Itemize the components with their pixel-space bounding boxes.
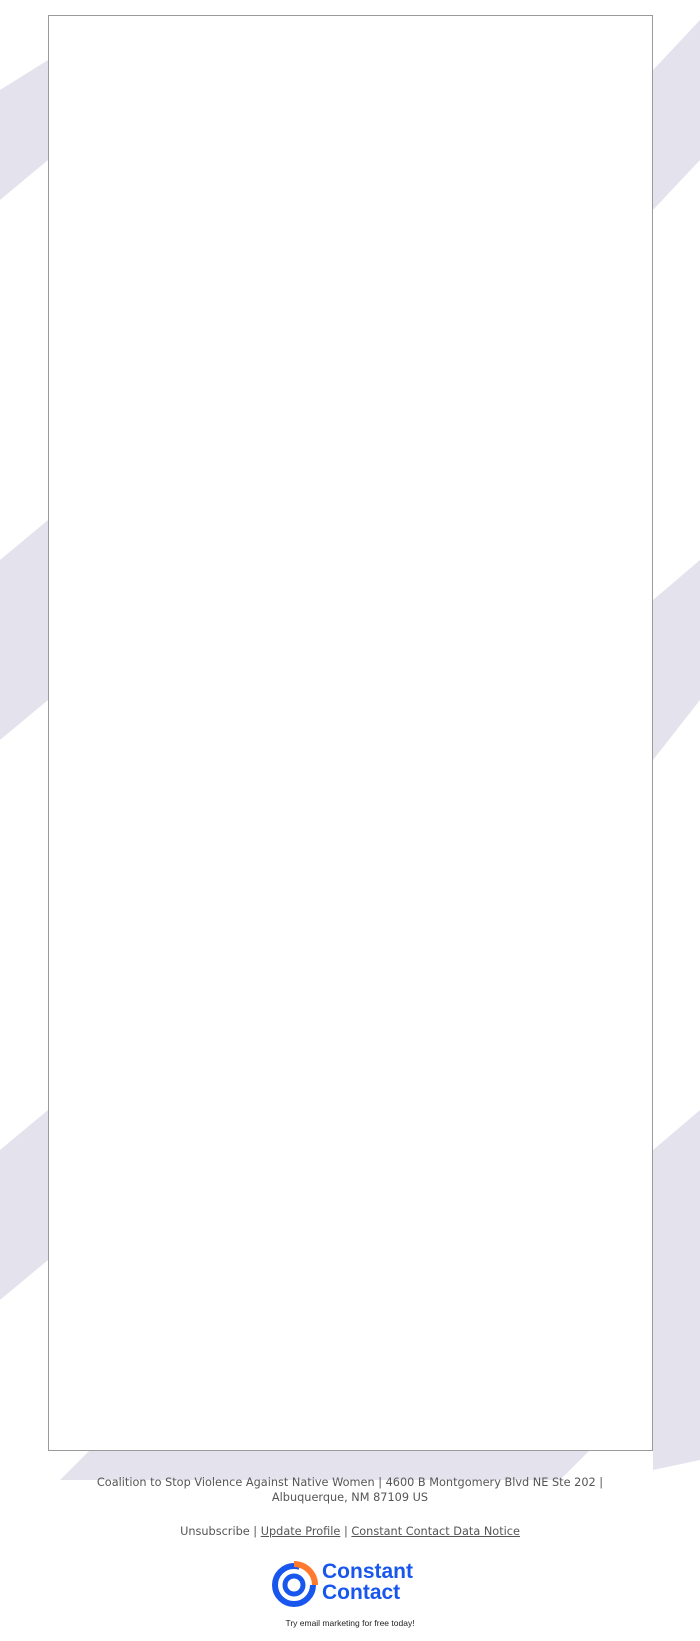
constant-contact-wordmark[interactable]: Constant Contact [322, 1560, 413, 1604]
cc-tagline[interactable]: Try email marketing for free today! [285, 1618, 415, 1628]
footer-links: Unsubscribe | Update Profile | Constant Contact Data Notice [180, 1525, 520, 1538]
data-notice-link[interactable]: Constant Contact Data Notice [351, 1525, 520, 1538]
email-card [48, 15, 653, 1451]
update-profile-link[interactable]: Update Profile [260, 1525, 341, 1538]
unsubscribe-link[interactable]: Unsubscribe [180, 1525, 250, 1538]
footer-address: Coalition to Stop Violence Against Native Women | 4600 B Montgomery Blvd NE Ste 202 | Albuquerque, NM 87109 US [96, 1476, 604, 1504]
